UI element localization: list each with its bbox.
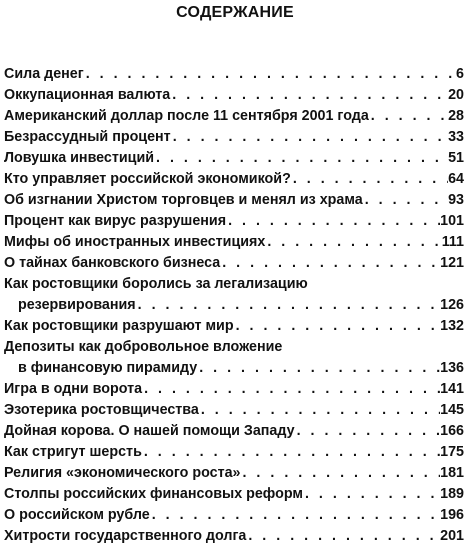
toc-entry-title: Процент как вирус разрушения bbox=[4, 213, 227, 229]
toc-page-number: 126 bbox=[440, 297, 464, 313]
toc-page-number: 93 bbox=[448, 192, 464, 208]
toc-entry bbox=[4, 526, 464, 547]
dot-leader bbox=[234, 316, 441, 337]
toc-entry-title: Хитрости государственного долга bbox=[4, 528, 247, 544]
toc-entry-line bbox=[4, 253, 464, 274]
toc-entry-title: Как ростовщики боролись за легализацию bbox=[4, 276, 308, 292]
toc-entry-title: О тайнах банковского бизнеса bbox=[4, 255, 221, 271]
toc-entry bbox=[4, 400, 464, 421]
toc-entry-title: Американский доллар после 11 сентября 2001 года bbox=[4, 108, 369, 124]
toc-entry-title: Сила денег bbox=[4, 66, 84, 82]
dot-leader bbox=[154, 148, 448, 169]
toc-entry-line bbox=[4, 169, 464, 190]
toc-entry-line bbox=[4, 484, 464, 505]
toc-entry-title: О российском рубле bbox=[4, 507, 150, 523]
toc-entry-line bbox=[4, 190, 464, 211]
toc-page-number: 166 bbox=[440, 423, 464, 439]
dot-leader bbox=[150, 505, 440, 526]
toc-entry-title: Как ростовщики разрушают мир bbox=[4, 318, 234, 334]
toc-page-number: 111 bbox=[441, 234, 464, 250]
toc-entry-title: Как стригут шерсть bbox=[4, 444, 142, 460]
toc-entry bbox=[4, 190, 464, 211]
toc-entry bbox=[4, 148, 464, 169]
dot-leader bbox=[246, 526, 440, 547]
dot-leader bbox=[369, 106, 448, 127]
toc-page-number: 20 bbox=[448, 87, 464, 103]
toc-entry-title: Оккупационная валюта bbox=[4, 87, 171, 103]
toc-entry-title: Игра в одни ворота bbox=[4, 381, 143, 397]
toc-page-number: 132 bbox=[440, 318, 464, 334]
toc-entry-title: Дойная корова. О нашей помощи Западу bbox=[4, 423, 295, 439]
dot-leader bbox=[199, 400, 440, 421]
toc-entry-title: Эзотерика ростовщичества bbox=[4, 402, 199, 418]
toc-page-number: 136 bbox=[440, 360, 464, 376]
toc-entry-line bbox=[4, 232, 464, 253]
toc-page-number: 101 bbox=[440, 213, 464, 229]
dot-leader bbox=[295, 421, 441, 442]
toc-entry-title: Мифы об иностранных инвестициях bbox=[4, 234, 266, 250]
toc-entry bbox=[4, 379, 464, 400]
toc-entry-title: Безрассудный процент bbox=[4, 129, 171, 145]
toc-entry-title: Религия «экономического роста» bbox=[4, 465, 241, 481]
toc-page-number: 51 bbox=[448, 150, 464, 166]
toc-entry-line bbox=[4, 526, 464, 547]
toc-entry bbox=[4, 337, 464, 379]
toc-entry-title: Столпы российских финансовых реформ bbox=[4, 486, 303, 502]
toc-entry-title-continuation: резервирования bbox=[18, 297, 136, 313]
dot-leader bbox=[197, 358, 440, 379]
toc-entry bbox=[4, 127, 464, 148]
toc-entry bbox=[4, 106, 464, 127]
toc-entry-title: Кто управляет российской экономикой? bbox=[4, 171, 291, 187]
toc-entry-line bbox=[4, 316, 464, 337]
toc-page-number: 145 bbox=[440, 402, 464, 418]
dot-leader bbox=[142, 379, 440, 400]
toc-entry-line bbox=[4, 400, 464, 421]
toc-entry-title: Ловушка инвестиций bbox=[4, 150, 155, 166]
toc-entry-line bbox=[4, 85, 464, 106]
toc-entry bbox=[4, 85, 464, 106]
toc-entry bbox=[4, 64, 464, 85]
toc-entry-title: Депозиты как добровольное вложение bbox=[4, 339, 283, 355]
toc-entry-title-continuation: в финансовую пирамиду bbox=[18, 360, 198, 376]
toc-entry-line bbox=[4, 106, 464, 127]
toc-entry bbox=[4, 484, 464, 505]
toc-entry bbox=[4, 253, 464, 274]
dot-leader bbox=[265, 232, 441, 253]
toc-page-number: 181 bbox=[440, 465, 464, 481]
toc-entry-line bbox=[4, 379, 464, 400]
toc-page-number: 201 bbox=[440, 528, 464, 544]
dot-leader bbox=[84, 64, 456, 85]
dot-leader bbox=[303, 484, 440, 505]
toc-page-number: 196 bbox=[440, 507, 464, 523]
toc-entry bbox=[4, 463, 464, 484]
toc-page-number: 175 bbox=[440, 444, 464, 460]
dot-leader bbox=[170, 85, 448, 106]
toc-entry-line bbox=[4, 64, 464, 85]
toc-entry-line bbox=[4, 463, 464, 484]
toc-entry bbox=[4, 274, 464, 316]
toc-page-number: 141 bbox=[440, 381, 464, 397]
toc-entry-line bbox=[4, 442, 464, 463]
dot-leader bbox=[363, 190, 448, 211]
dot-leader bbox=[136, 295, 440, 316]
toc-entry-line bbox=[4, 211, 464, 232]
toc-page-number: 64 bbox=[448, 171, 464, 187]
dot-leader bbox=[142, 442, 440, 463]
toc-entry bbox=[4, 232, 464, 253]
toc-entry-line bbox=[4, 148, 464, 169]
toc-entry bbox=[4, 211, 464, 232]
toc-page-number: 121 bbox=[440, 255, 464, 271]
page-title: СОДЕРЖАНИЕ bbox=[176, 4, 294, 21]
dot-leader bbox=[291, 169, 448, 190]
toc-page-number: 189 bbox=[440, 486, 464, 502]
dot-leader bbox=[171, 127, 448, 148]
toc-entry bbox=[4, 316, 464, 337]
toc-entry bbox=[4, 421, 464, 442]
toc-entry bbox=[4, 169, 464, 190]
toc-entry-title: Об изгнании Христом торговцев и менял из храма bbox=[4, 192, 363, 208]
toc-entry-line bbox=[4, 295, 464, 316]
toc-entry-line bbox=[4, 127, 464, 148]
toc-entry bbox=[4, 505, 464, 526]
toc-page-number: 33 bbox=[448, 129, 464, 145]
toc-entry-line bbox=[4, 421, 464, 442]
toc-page-number: 6 bbox=[456, 66, 464, 82]
dot-leader bbox=[220, 253, 440, 274]
dot-leader bbox=[240, 463, 440, 484]
toc-page-number: 28 bbox=[448, 108, 464, 124]
toc-entry-line bbox=[4, 505, 464, 526]
toc-entry bbox=[4, 442, 464, 463]
toc-entry-line bbox=[4, 358, 464, 379]
dot-leader bbox=[226, 211, 440, 232]
table-of-contents bbox=[4, 64, 464, 547]
